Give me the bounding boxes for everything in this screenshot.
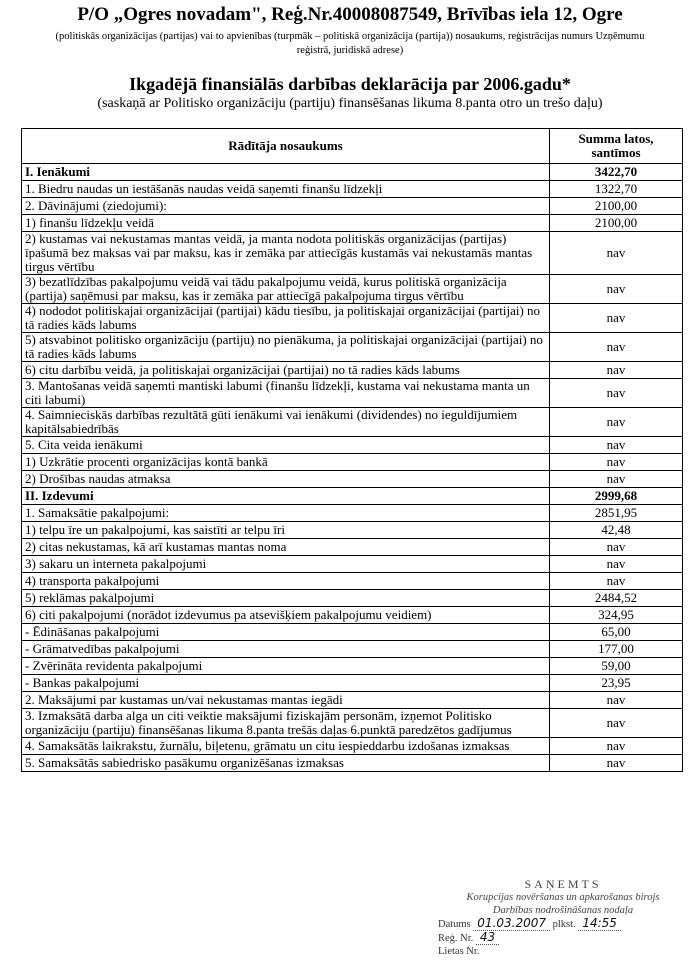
row-value: 23,95 (550, 675, 683, 692)
row-value: 177,00 (550, 641, 683, 658)
row-label: 6) citu darbību veidā, ja politiskajai organizācijai (partijai) no tā radies kāds labums (22, 362, 550, 379)
row-value: nav (550, 454, 683, 471)
row-value: nav (550, 709, 683, 738)
row-label: 3) sakaru un interneta pakalpojumi (22, 556, 550, 573)
stamp-case-row (438, 945, 694, 958)
row-label: 3. Izmaksātā darba alga un citi veiktie maksājumi fiziskajām personām, izņemot Politisko organizāciju (partiju) finansēšanas likuma 8.panta trešās daļas 6.punktā paredzētos gadījumus (22, 709, 550, 738)
row-value: nav (550, 738, 683, 755)
table-row (22, 488, 683, 505)
column-header-sum: Summa latos, santīmos (550, 129, 683, 164)
stamp-date-label: Datums (438, 919, 471, 930)
table-row (22, 539, 683, 556)
row-label: 1. Biedru naudas un iestāšanās naudas veidā saņemti finanšu līdzekļi (22, 181, 550, 198)
declaration-title: Ikgadējā finansiālās darbības deklarācija par 2006.gadu* (129, 74, 571, 94)
row-label: 2. Maksājumi par kustamas un/vai nekustamas mantas iegādi (22, 692, 550, 709)
row-value: 324,95 (550, 607, 683, 624)
row-value: nav (550, 556, 683, 573)
table-row (22, 304, 683, 333)
row-label: 3) bezatlīdzības pakalpojumu veidā vai tādu pakalpojumu veidā, kurus politiskā organizācija (partija) saņēmusi par maksu, kas ir zemāka par attiecīgā pakalpojuma tirgus vērtību (22, 275, 550, 304)
row-label: 1. Samaksātie pakalpojumi: (22, 505, 550, 522)
row-label: - Zvērināta revidenta pakalpojumi (22, 658, 550, 675)
table-row (22, 471, 683, 488)
table-row (22, 379, 683, 408)
table-row (22, 556, 683, 573)
table-row (22, 607, 683, 624)
party-header-title: P/O „Ogres novadam", Reģ.Nr.40008087549, Brīvības iela 12, Ogre (77, 4, 623, 25)
row-value: nav (550, 362, 683, 379)
row-label: 4) transporta pakalpojumi (22, 573, 550, 590)
row-label: 2) citas nekustamas, kā arī kustamas mantas noma (22, 539, 550, 556)
table-row (22, 437, 683, 454)
row-value: nav (550, 408, 683, 437)
row-value: 42,48 (550, 522, 683, 539)
row-value: nav (550, 471, 683, 488)
party-header-caption: (politiskās organizācijas (partijas) vai to apvienības (turpmāk – politiskā organizācija (partija)) nosaukums, reģistrācijas numurs Uzņēmumu reģistrā, juridiskā adrese) (55, 31, 645, 56)
row-label: 2) kustamas vai nekustamas mantas veidā, ja manta nodota politiskās organizācijas (partijas) īpašumā bez maksas vai par maksu, kas ir zemāka par attiecīgās kustamās vai nekustamās mantas tirgus vērtību (22, 232, 550, 275)
table-row (22, 215, 683, 232)
row-value: 2484,52 (550, 590, 683, 607)
row-label: - Ēdināšanas pakalpojumi (22, 624, 550, 641)
row-value: 65,00 (550, 624, 683, 641)
row-value: 3422,70 (550, 164, 683, 181)
row-value: nav (550, 304, 683, 333)
row-label: 2. Dāvinājumi (ziedojumi): (22, 198, 550, 215)
table-row (22, 522, 683, 539)
stamp-division-line: Darbības nodrošināšanas nodaļa (492, 905, 634, 916)
table-row (22, 232, 683, 275)
row-value: nav (550, 275, 683, 304)
table-row (22, 333, 683, 362)
table-row (22, 275, 683, 304)
row-value: nav (550, 692, 683, 709)
table-row (22, 755, 683, 772)
row-value: nav (550, 539, 683, 556)
row-label: 6) citi pakalpojumi (norādot izdevumus pa atsevišķiem pakalpojumu veidiem) (22, 607, 550, 624)
declaration-table (21, 128, 683, 772)
stamp-time-value: 14:55 (578, 916, 621, 931)
table-row (22, 624, 683, 641)
column-header-name: Rādītāja nosaukums (22, 129, 550, 164)
row-value: nav (550, 755, 683, 772)
row-value: 1322,70 (550, 181, 683, 198)
row-label: 1) Uzkrātie procenti organizācijas kontā bankā (22, 454, 550, 471)
row-label: I. Ienākumi (22, 164, 550, 181)
row-value: 2100,00 (550, 198, 683, 215)
table-row (22, 658, 683, 675)
row-label: 1) telpu īre un pakalpojumi, kas saistīti ar telpu īri (22, 522, 550, 539)
stamp-reg-value: 43 (476, 930, 499, 945)
stamp-date-value: 01.03.2007 (473, 916, 550, 931)
row-label: 2) Drošības naudas atmaksa (22, 471, 550, 488)
row-value: 59,00 (550, 658, 683, 675)
stamp-case-label: Lietas Nr. (438, 946, 480, 957)
table-row (22, 198, 683, 215)
row-label: 4) nododot politiskajai organizācijai (partijai) kādu tiesību, ja politiskajai organizācijai (partijai) no tā radies kāds labums (22, 304, 550, 333)
table-row (22, 505, 683, 522)
row-label: 5) reklāmas pakalpojumi (22, 590, 550, 607)
received-stamp (432, 878, 694, 978)
row-label: - Bankas pakalpojumi (22, 675, 550, 692)
table-row (22, 709, 683, 738)
table-row (22, 164, 683, 181)
stamp-heading: SAŅEMTS (524, 877, 602, 891)
row-value: 2851,95 (550, 505, 683, 522)
row-value: nav (550, 232, 683, 275)
row-label: 4. Saimnieciskās darbības rezultātā gūti ienākumi vai ienākumi (dividendes) no ieguldījumiem kapitālsabiedrībās (22, 408, 550, 437)
row-label: 4. Samaksātās laikrakstu, žurnālu, biļetenu, grāmatu un citu iespieddarbu izdošanas izmaksas (22, 738, 550, 755)
row-value: nav (550, 437, 683, 454)
stamp-date-row (438, 917, 694, 931)
table-row (22, 738, 683, 755)
table-row (22, 362, 683, 379)
table-row (22, 408, 683, 437)
row-value: nav (550, 333, 683, 362)
row-label: 5. Samaksātās sabiedrisko pasākumu organizēšanas izmaksas (22, 755, 550, 772)
stamp-reg-row (438, 931, 694, 945)
row-label: 5) atsvabinot politisko organizāciju (partiju) no pienākuma, ja politiskajai organizācijai (partijai) no tā radies kāds labums (22, 333, 550, 362)
row-label: 3. Mantošanas veidā saņemti mantiski labumi (finanšu līdzekļi, kustama vai nekustama manta un citi labumi) (22, 379, 550, 408)
table-row (22, 181, 683, 198)
table-row (22, 641, 683, 658)
row-label: - Grāmatvedības pakalpojumi (22, 641, 550, 658)
row-value: 2100,00 (550, 215, 683, 232)
table-row (22, 675, 683, 692)
row-label: 1) finanšu līdzekļu veidā (22, 215, 550, 232)
stamp-office-line: Korupcijas novēršanas un apkarošanas birojs (466, 892, 660, 903)
table-row (22, 573, 683, 590)
table-row (22, 692, 683, 709)
row-value: nav (550, 379, 683, 408)
stamp-time-label: plkst. (552, 919, 576, 930)
table-header-row (22, 129, 683, 164)
table-row (22, 454, 683, 471)
row-value: nav (550, 573, 683, 590)
row-value: 2999,68 (550, 488, 683, 505)
row-label: 5. Cita veida ienākumi (22, 437, 550, 454)
declaration-subtitle: (saskaņā ar Politisko organizāciju (partiju) finansēšanas likuma 8.panta otro un trešo daļu) (97, 96, 603, 111)
row-label: II. Izdevumi (22, 488, 550, 505)
table-row (22, 590, 683, 607)
stamp-reg-label: Reģ. Nr. (438, 933, 474, 944)
